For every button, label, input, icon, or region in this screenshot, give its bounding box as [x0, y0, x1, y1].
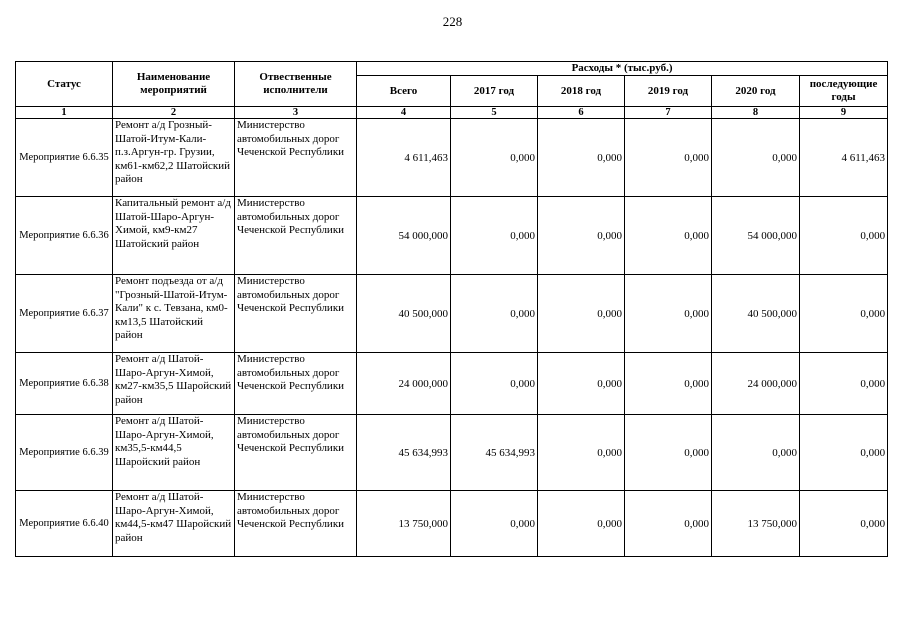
table-row [16, 119, 888, 197]
row-2020: 40 500,000 [712, 275, 800, 353]
row-name: Ремонт а/д Грозный-Шатой-Итум-Кали-п.з.Аргун-гр. Грузии, км61-км62,2 Шатойский район [113, 119, 235, 197]
page-number: 228 [442, 14, 463, 29]
column-number: 7 [625, 107, 712, 119]
row-2019: 0,000 [625, 275, 712, 353]
row-2017: 0,000 [451, 197, 538, 275]
row-status: Мероприятие 6.6.37 [16, 275, 113, 353]
row-executor: Министерство автомобильных дорог Чеченской Республики [235, 415, 357, 491]
column-number: 5 [451, 107, 538, 119]
row-2018: 0,000 [538, 197, 625, 275]
header-2019: 2019 год [625, 76, 712, 107]
header-status: Статус [16, 62, 113, 107]
row-2019: 0,000 [625, 491, 712, 557]
row-next-years: 4 611,463 [800, 119, 888, 197]
column-number: 8 [712, 107, 800, 119]
row-next-years: 0,000 [800, 197, 888, 275]
table-row [16, 275, 888, 353]
row-status: Мероприятие 6.6.35 [16, 119, 113, 197]
row-executor: Министерство автомобильных дорог Чеченской Республики [235, 353, 357, 415]
row-total: 54 000,000 [357, 197, 451, 275]
column-number: 9 [800, 107, 888, 119]
row-2020: 54 000,000 [712, 197, 800, 275]
header-executors: Отвественные исполнители [235, 62, 357, 107]
column-number: 2 [113, 107, 235, 119]
row-next-years: 0,000 [800, 415, 888, 491]
row-name: Ремонт подъезда от а/д "Грозный-Шатой-Итум-Кали" к с. Тевзана, км0-км13,5 Шатойский район [113, 275, 235, 353]
row-2020: 0,000 [712, 415, 800, 491]
header-expenses: Расходы * (тыс.руб.) [357, 62, 888, 76]
table-row [16, 353, 888, 415]
column-number: 1 [16, 107, 113, 119]
row-2017: 0,000 [451, 275, 538, 353]
row-status: Мероприятие 6.6.40 [16, 491, 113, 557]
header-2018: 2018 год [538, 76, 625, 107]
row-next-years: 0,000 [800, 491, 888, 557]
row-2018: 0,000 [538, 415, 625, 491]
budget-table [15, 61, 888, 557]
row-2019: 0,000 [625, 353, 712, 415]
row-total: 40 500,000 [357, 275, 451, 353]
row-status: Мероприятие 6.6.39 [16, 415, 113, 491]
row-2018: 0,000 [538, 353, 625, 415]
row-2019: 0,000 [625, 197, 712, 275]
row-total: 45 634,993 [357, 415, 451, 491]
row-executor: Министерство автомобильных дорог Чеченской Республики [235, 197, 357, 275]
row-status: Мероприятие 6.6.38 [16, 353, 113, 415]
header-2020: 2020 год [712, 76, 800, 107]
header-2017: 2017 год [451, 76, 538, 107]
row-name: Ремонт а/д Шатой-Шаро-Аргун-Химой, км27-км35,5 Шаройский район [113, 353, 235, 415]
row-name: Ремонт а/д Шатой-Шаро-Аргун-Химой, км35,5-км44,5 Шаройский район [113, 415, 235, 491]
table-row [16, 415, 888, 491]
row-executor: Министерство автомобильных дорог Чеченской Республики [235, 275, 357, 353]
row-total: 4 611,463 [357, 119, 451, 197]
row-2017: 45 634,993 [451, 415, 538, 491]
row-2019: 0,000 [625, 119, 712, 197]
column-number: 3 [235, 107, 357, 119]
column-numbers-row [16, 107, 888, 119]
row-executor: Министерство автомобильных дорог Чеченской Республики [235, 119, 357, 197]
column-number: 4 [357, 107, 451, 119]
header-total: Всего [357, 76, 451, 107]
row-executor: Министерство автомобильных дорог Чеченской Республики [235, 491, 357, 557]
row-next-years: 0,000 [800, 275, 888, 353]
row-2020: 0,000 [712, 119, 800, 197]
row-2017: 0,000 [451, 119, 538, 197]
row-status: Мероприятие 6.6.36 [16, 197, 113, 275]
row-2017: 0,000 [451, 491, 538, 557]
header-next-years: последующие годы [800, 76, 888, 107]
table-row [16, 197, 888, 275]
column-number: 6 [538, 107, 625, 119]
row-2018: 0,000 [538, 491, 625, 557]
row-2019: 0,000 [625, 415, 712, 491]
row-name: Ремонт а/д Шатой-Шаро-Аргун-Химой, км44,5-км47 Шаройский район [113, 491, 235, 557]
row-total: 24 000,000 [357, 353, 451, 415]
row-next-years: 0,000 [800, 353, 888, 415]
row-name: Капитальный ремонт а/д Шатой-Шаро-Аргун-Химой, км9-км27 Шатойский район [113, 197, 235, 275]
row-2017: 0,000 [451, 353, 538, 415]
row-2018: 0,000 [538, 119, 625, 197]
table-row [16, 491, 888, 557]
row-total: 13 750,000 [357, 491, 451, 557]
header-name: Наименование мероприятий [113, 62, 235, 107]
row-2020: 24 000,000 [712, 353, 800, 415]
row-2018: 0,000 [538, 275, 625, 353]
row-2020: 13 750,000 [712, 491, 800, 557]
